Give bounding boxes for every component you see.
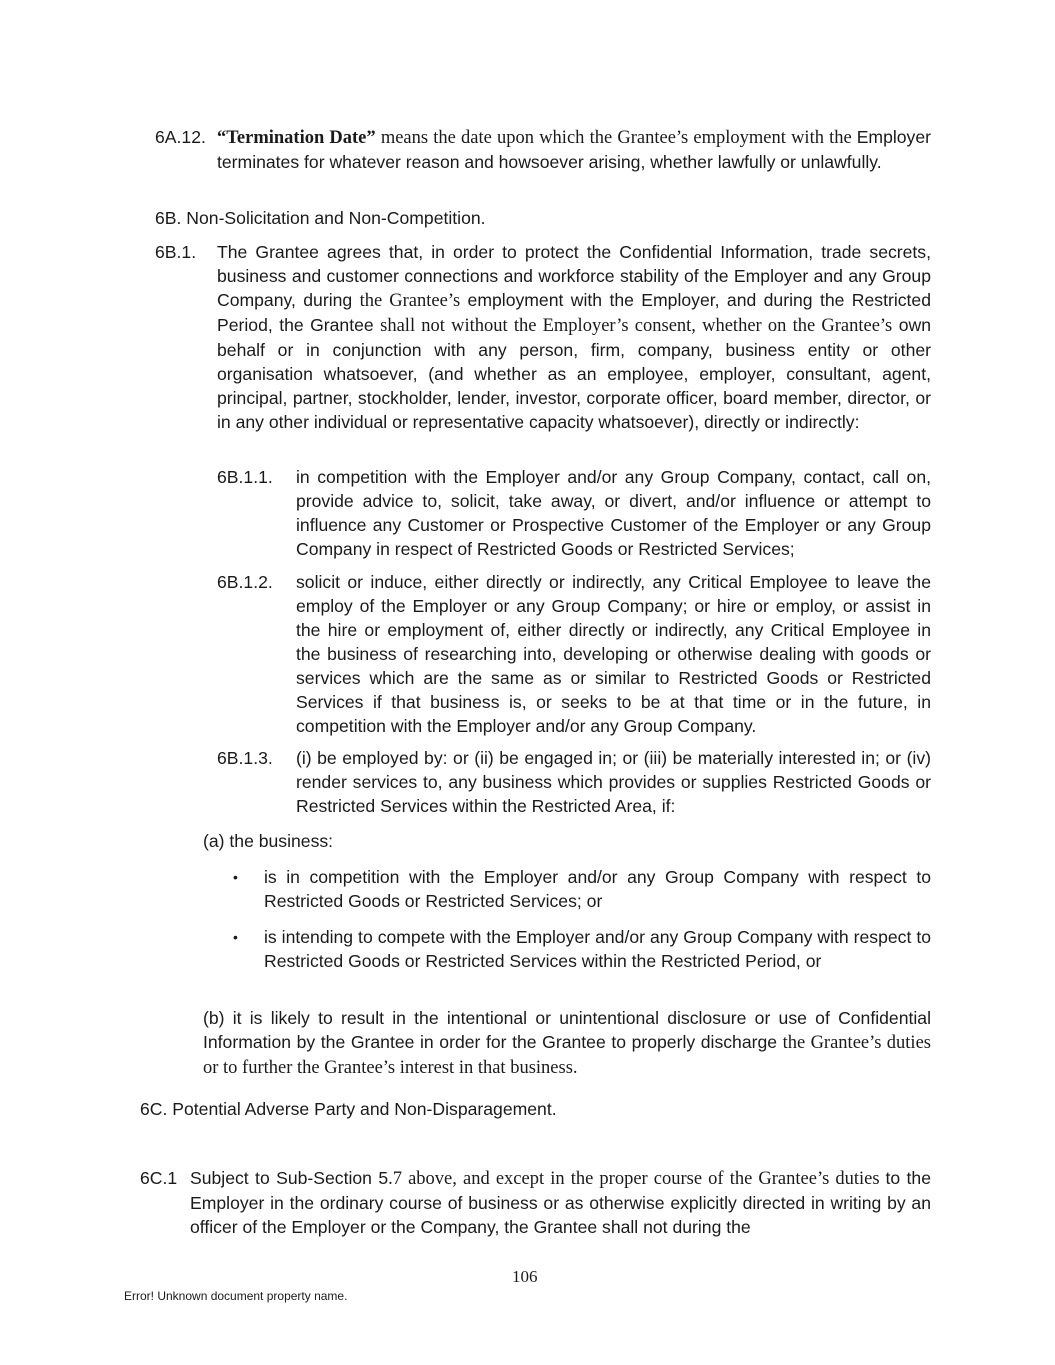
- item-a-text: (a) the business:: [203, 831, 334, 851]
- section-6a12-number: 6A.12.: [155, 127, 206, 147]
- bullet-icon: •: [233, 869, 238, 885]
- section-6b11-number: 6B.1.1.: [217, 467, 273, 487]
- section-6b13-text: (i) be employed by: or (ii) be engaged in; or (iii) be materially interested in; or (iv) render services to, any business which provides or supplies Restricted Goods or Restricted Services within the Restricted Area, if:: [296, 748, 931, 816]
- section-6b12-number: 6B.1.2.: [217, 572, 273, 592]
- defined-term: “Termination Date”: [217, 128, 376, 148]
- section-6a12-text: “Termination Date” means the date upon which the Grantee’s employment with the Employer terminates for whatever reason and howsoever arising, whether lawfully or unlawfully.: [217, 127, 931, 172]
- section-6b1-number: 6B.1.: [155, 242, 197, 262]
- section-6b1-text: The Grantee agrees that, in order to protect the Confidential Information, trade secrets, business and customer connections and workforce stability of the Employer and any Group Company, during the Grantee’s employment with the Employer, and during the Restricted Period, the Grantee shall not without the Employer’s consent, whether on the Grantee’s own behalf or in conjunction with any person, firm, company, business entity or other organisation whatsoever, (and whether as an employee, employer, consultant, agent, principal, partner, stockholder, lender, investor, corporate officer, board member, director, or in any other individual or representative capacity whatsoever), directly or indirectly:: [217, 242, 931, 432]
- section-6b13-number: 6B.1.3.: [217, 748, 273, 768]
- footer-error-text: Error! Unknown document property name.: [124, 1289, 348, 1303]
- section-6c1-text: Subject to Sub-Section 5.7 above, and except in the proper course of the Grantee’s duties to the Employer in the ordinary course of business or as otherwise explicitly directed in writing by an officer of the Employer or the Company, the Grantee shall not during the: [190, 1168, 931, 1237]
- bullet-icon: •: [233, 929, 238, 945]
- item-b-text: (b) it is likely to result in the intentional or unintentional disclosure or use of Confidential Information by the Grantee in order for the Grantee to properly discharge the Grantee’s duties or to further the Grantee’s interest in that business.: [203, 1008, 931, 1078]
- bullet-item-2: is intending to compete with the Employer and/or any Group Company with respect to Restricted Goods or Restricted Services within the Restricted Period, or: [264, 927, 931, 971]
- section-6c-heading: 6C. Potential Adverse Party and Non-Disparagement.: [140, 1099, 557, 1119]
- section-6b12-text: solicit or induce, either directly or indirectly, any Critical Employee to leave the employ of the Employer or any Group Company; or hire or employ, or assist in the hire or employment of, either directly or indirectly, any Critical Employee in the business of researching into, developing or otherwise dealing with goods or services which are the same as or similar to Restricted Goods or Restricted Services if that business is, or seeks to be at that time or in the future, in competition with the Employer and/or any Group Company.: [296, 572, 931, 736]
- section-6c1-number: 6C.1: [140, 1168, 178, 1188]
- section-6b11-text: in competition with the Employer and/or any Group Company, contact, call on, provide advice to, solicit, take away, or divert, and/or influence or attempt to influence any Customer or Prospective Customer of the Employer or any Group Company in respect of Restricted Goods or Restricted Services;: [296, 467, 931, 559]
- page-number: 106: [512, 1267, 538, 1286]
- bullet-item-1: is in competition with the Employer and/or any Group Company with respect to Restricted Goods or Restricted Services; or: [264, 867, 931, 911]
- section-6b-heading: 6B. Non-Solicitation and Non-Competition.: [155, 208, 486, 228]
